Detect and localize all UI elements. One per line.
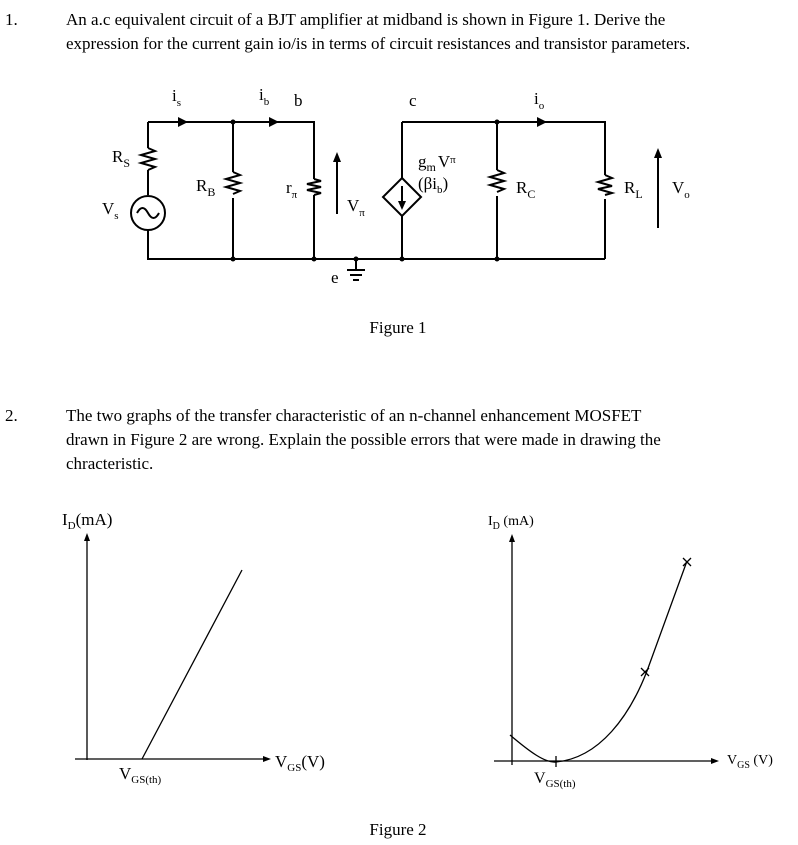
graph-right-mark-2: [683, 558, 691, 566]
graph-left: [62, 510, 325, 786]
question-2-line-2: drawn in Figure 2 are wrong. Explain the possible errors that were made in drawing the: [66, 430, 661, 449]
question-2-line-1: The two graphs of the transfer characteristic of an n-channel enhancement MOSFET: [66, 406, 642, 425]
label-rpi: $r_\pi$: [286, 178, 298, 201]
graph-left-y-arrow: [84, 533, 90, 541]
label-rb: $R_B$: [196, 176, 216, 199]
graph-left-x-arrow: [263, 756, 271, 762]
label-rc: $R_C$: [516, 178, 536, 201]
graph-right-y-arrow: [509, 534, 515, 542]
label-ib: $i_b$: [259, 85, 270, 108]
figure-2-caption: Figure 2: [369, 820, 427, 839]
label-io: $i_o$: [534, 89, 545, 112]
label-vs: $V_s$: [102, 199, 119, 222]
label-rs: $R_S$: [112, 147, 131, 170]
graph-right: [488, 514, 773, 790]
question-1-number: 1.: [5, 10, 18, 29]
node-c-label: c: [409, 91, 417, 110]
graph-right-threshold-label: $V_{GS(th)}$: [534, 770, 576, 790]
graph-left-y-label: $I_D(mA)$: [62, 510, 113, 532]
figure-2-graphs: [0, 505, 798, 810]
graph-left-threshold-label: $V_{GS(th)}$: [119, 764, 162, 786]
graph-right-x-arrow: [711, 758, 719, 764]
label-beta-ib: $(\beta i_b)$: [418, 174, 449, 196]
node-e-label: e: [331, 268, 339, 287]
question-2-number: 2.: [5, 406, 18, 425]
figure-1-caption: Figure 1: [369, 318, 427, 337]
question-1-line-1: An a.c equivalent circuit of a BJT amplifier at midband is shown in Figure 1. Derive the: [66, 10, 666, 29]
node-b-label: b: [294, 91, 303, 110]
graph-left-curve: [142, 570, 242, 759]
question-1-text: [66, 8, 792, 56]
question-2-text: [66, 404, 792, 476]
figure-1-circuit: [0, 80, 798, 295]
label-vpi: $V_\pi$: [347, 196, 365, 219]
graph-left-x-label: $V_{GS}(V)$: [275, 752, 325, 774]
question-1-line-2: expression for the current gain io/is in terms of circuit resistances and transistor parameters.: [66, 34, 691, 53]
label-vo: $V_o$: [672, 178, 690, 201]
label-is: $i_s$: [172, 86, 182, 109]
question-2-line-3: chracteristic.: [66, 454, 154, 473]
graph-right-x-label: $V_{GS}$ (V): [727, 753, 773, 771]
graph-right-curve: [510, 561, 687, 762]
graph-right-y-label: $I_D$ (mA): [488, 514, 534, 532]
label-rl: $R_L$: [624, 178, 643, 201]
label-gm-vpi: $g_m$ $V^\pi$: [418, 152, 456, 174]
